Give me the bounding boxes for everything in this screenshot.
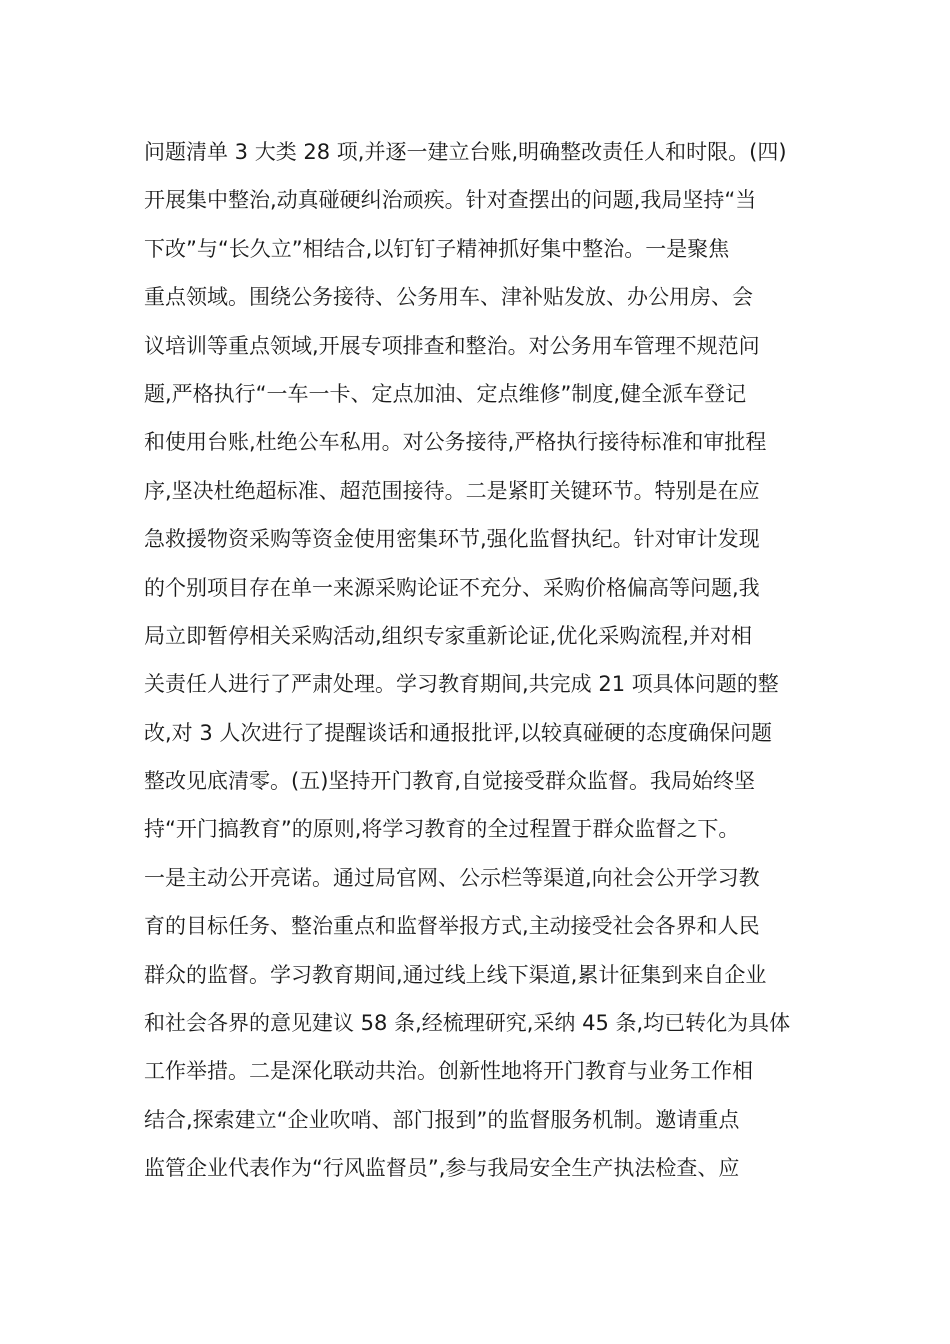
text-line: 一是主动公开亮诺。通过局官网、公示栏等渠道,向社会公开学习教 (144, 865, 760, 890)
text-line: 关责任人进行了严肃处理。学习教育期间,共完成 21 项具体问题的整 (144, 672, 779, 697)
text-line: 问题清单 3 大类 28 项,并逐一建立台账,明确整改责任人和时限。(四) (144, 140, 787, 164)
text-line: 监管企业代表作为“行风监督员”,参与我局安全生产执法检查、应 (144, 1156, 740, 1181)
text-line: 和使用台账,杜绝公车私用。对公务接待,严格执行接待标准和审批程 (144, 430, 767, 455)
text-line: 的个别项目存在单一来源采购论证不充分、采购价格偏高等问题,我 (144, 575, 760, 600)
text-line: 和社会各界的意见建议 58 条,经梳理研究,采纳 45 条,均已转化为具体 (144, 1011, 791, 1036)
text-line: 群众的监督。学习教育期间,通过线上线下渠道,累计征集到来自企业 (144, 962, 767, 987)
text-line: 整改见底清零。(五)坚持开门教育,自觉接受群众监督。我局始终坚 (144, 769, 756, 794)
body-text (144, 128, 814, 1193)
text-line: 题,严格执行“一车一卡、定点加油、定点维修”制度,健全派车登记 (144, 381, 747, 406)
text-line: 急救援物资采购等资金使用密集环节,强化监督执纪。针对审计发现 (144, 527, 760, 552)
text-line: 下改”与“长久立”相结合,以钉钉子精神抓好集中整治。一是聚焦 (144, 236, 730, 261)
text-line: 序,坚决杜绝超标准、超范围接待。二是紧盯关键环节。特别是在应 (144, 478, 760, 503)
text-line: 开展集中整治,动真碰硬纠治顽疾。针对查摆出的问题,我局坚持“当 (144, 188, 757, 213)
text-line: 结合,探索建立“企业吹哨、部门报到”的监督服务机制。邀请重点 (144, 1107, 740, 1132)
text-line: 持“开门搞教育”的原则,将学习教育的全过程置于群众监督之下。 (144, 817, 740, 842)
text-line: 改,对 3 人次进行了提醒谈话和通报批评,以较真碰硬的态度确保问题 (144, 720, 773, 745)
text-line: 育的目标任务、整治重点和监督举报方式,主动接受社会各界和人民 (144, 914, 760, 939)
text-line: 重点领域。围绕公务接待、公务用车、津补贴发放、办公用房、会 (144, 285, 753, 310)
text-line: 工作举措。二是深化联动共治。创新性地将开门教育与业务工作相 (144, 1059, 753, 1084)
text-line: 议培训等重点领域,开展专项排查和整治。对公务用车管理不规范问 (144, 333, 760, 358)
text-line: 局立即暂停相关采购活动,组织专家重新论证,优化采购流程,并对相 (144, 623, 753, 648)
